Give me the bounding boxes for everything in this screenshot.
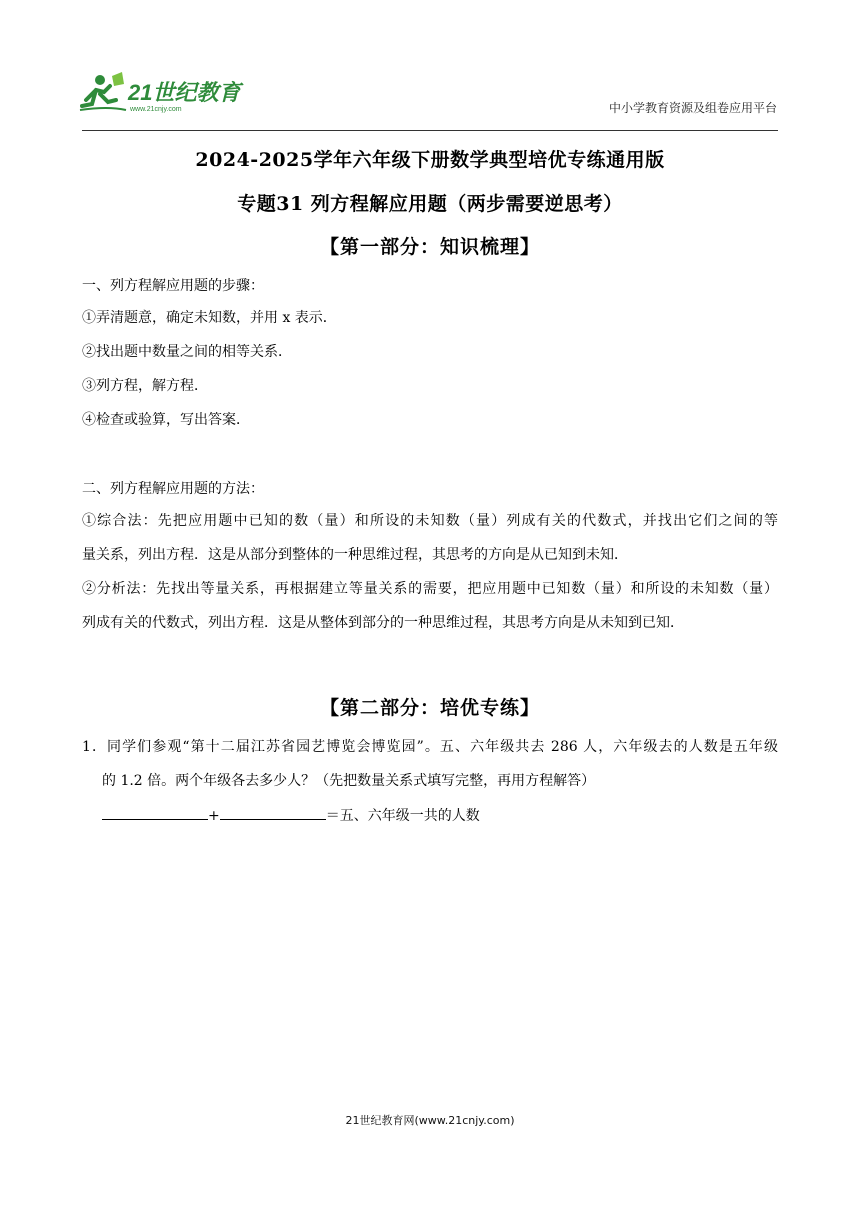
platform-label: 中小学教育资源及组卷应用平台 [608, 101, 777, 115]
question-text: 的 1.2 倍。两个年级各去多少人？（先把数量关系式填写完整，再用方程解答） [102, 773, 596, 789]
steps-heading: 一、列方程解应用题的步骤： [82, 278, 264, 294]
method-text: 量关系，列出方程．这是从部分到整体的一种思维过程，其思考的方向是从已知到未知． [82, 547, 628, 563]
method-text: ①综合法：先把应用题中已知的数（量）和所设的未知数（量）列成有关的代数式，并找出它们之间的等 [82, 513, 778, 529]
step-item: ④检查或验算，写出答案． [82, 412, 250, 428]
svg-text:21世纪教育: 21世纪教育 [128, 80, 241, 105]
methods-heading: 二、列方程解应用题的方法： [82, 481, 264, 497]
document-subtitle: 专题31 列方程解应用题（两步需要逆思考） [237, 193, 623, 215]
answer-blank[interactable] [220, 805, 326, 820]
answer-blank[interactable] [102, 805, 208, 820]
plus-sign: + [208, 808, 220, 824]
section-heading-knowledge: 【第一部分：知识梳理】 [319, 236, 540, 258]
step-item: ③列方程，解方程． [82, 378, 208, 394]
relation-fill-line [102, 805, 480, 826]
relation-text: ＝五、六年级一共的人数 [325, 808, 480, 824]
svg-text:www.21cnjy.com: www.21cnjy.com [130, 106, 182, 113]
page-footer: 21世纪教育网(www.21cnjy.com) [345, 1114, 515, 1127]
header-divider [82, 130, 778, 131]
step-item: ①弄清题意，确定未知数，并用 x 表示． [82, 310, 337, 326]
runner-logo-icon [78, 70, 248, 114]
question-text: 1．同学们参观“第十二届江苏省园艺博览会博览园”。五、六年级共去 286 人，六年级去的人数是五年级 [82, 739, 778, 755]
method-text: ②分析法：先找出等量关系，再根据建立等量关系的需要，把应用题中已知数（量）和所设的未知数（量） [82, 581, 778, 597]
section-heading-practice: 【第二部分：培优专练】 [319, 697, 540, 719]
site-logo [78, 70, 248, 114]
step-item: ②找出题中数量之间的相等关系． [82, 344, 292, 360]
method-text: 列成有关的代数式，列出方程．这是从整体到部分的一种思维过程，其思考方向是从未知到已知． [82, 615, 684, 631]
document-title: 2024-2025学年六年级下册数学典型培优专练通用版 [195, 149, 665, 171]
